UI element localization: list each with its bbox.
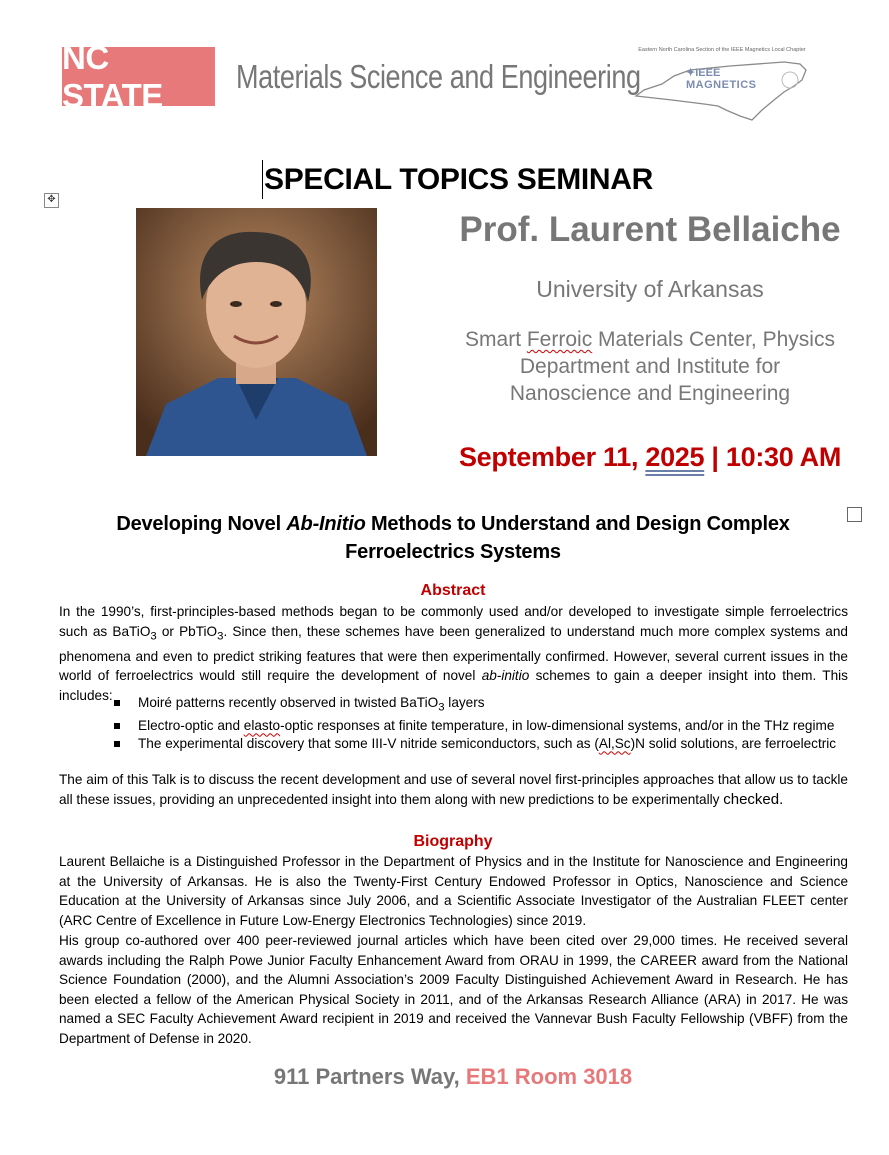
biography-paragraph-2: His group co-authored over 400 peer-reviewed journal articles which have been cited over 29,000 times. He received several awards including the Ralph Powe Junior Faculty Enhancement Award from ORAU in 1999, the CAREER award from the National Science Foundation (2000), and the Alumni Association’s 2009 Faculty Distinguished Achievement Award in Research. He has been elected a fellow of the American Physical Society in 2011, and of the Arkansas Research Alliance (ARA) in 2017. He was named a SEC Faculty Achievement Award recipient in 2019 and received the Vannevar Bush Faculty Fellowship (VBFF) from the Department of Defense in 2020. <box>59 933 848 1046</box>
abstract-bullet-list <box>114 694 874 753</box>
seminar-series-title: SPECIAL TOPICS SEMINAR <box>264 163 654 196</box>
speaker-university: University of Arkansas <box>536 276 764 302</box>
ieee-caption: Eastern North Carolina Section of the IEEE Magnetics Local Chapter <box>638 47 806 53</box>
spelling-flag[interactable]: Ferroic <box>526 328 593 351</box>
list-item: Moiré patterns recently observed in twisted BaTiO$_3$ layers <box>114 694 874 717</box>
ieee-magnetics-logo <box>634 46 810 124</box>
grammar-flag[interactable]: 2025 <box>645 442 705 472</box>
event-date-time: September 11, 2025 | 10:30 AM <box>458 442 842 472</box>
nc-state-logo <box>62 38 215 114</box>
table-move-handle-icon[interactable]: ✥ <box>44 193 59 208</box>
logo-text: NC STATE <box>62 38 163 114</box>
speaker-name: Prof. Laurent Bellaiche <box>459 210 841 249</box>
abstract-paragraph: In the 1990’s, first-principles-based methods began to be commonly used and/or developed to investigate simple ferroelectrics such as BaTiO$_3$ or PbTiO$_3$. Since then, these schemes have been generalized to understand much more complex systems and phenomena and even to predict striking features that were then experimentally confirmed. However, several current issues in the world of ferroelectrics would still require the development of novel ab-initio schemes to gain a deeper insight into them. This includes: <box>59 604 848 703</box>
text-box-handle[interactable] <box>847 507 862 522</box>
event-location: 911 Partners Way, EB1 Room 3018 <box>273 1064 633 1089</box>
list-item: Electro-optic and elasto-optic responses at finite temperature, in low-dimensional systems, and/or in the THz regime <box>114 717 874 735</box>
abstract-closing-paragraph: The aim of this Talk is to discuss the recent development and use of several novel first-principles approaches that allow us to tackle all these issues, providing an unprecedented insight into them along with new predictions to be experimentally checked. <box>59 772 848 808</box>
spelling-flag[interactable]: Al,Sc <box>598 735 631 751</box>
biography-paragraph-1: Laurent Bellaiche is a Distinguished Professor in the Department of Physics and in the Institute for Nanoscience and Engineering at the University of Arkansas. He is also the Twenty-First Century Endowed Professor in Optics, Nanoscience and Science Education at the University of Arkansas since July 2006, and a Scientific Associate Investigator of the Australian FLEET center (ARC Centre of Excellence in Future Low-Energy Electronics Technologies) since 2019. <box>59 854 848 928</box>
biography-heading: Biography <box>413 833 493 850</box>
talk-title: Developing Novel Ab-Initio Methods to Understand and Design Complex Ferroelectrics Systems <box>116 513 790 563</box>
list-item: The experimental discovery that some III-V nitride semiconductors, such as (Al,Sc)N solid solutions, are ferroelectric <box>114 735 874 753</box>
speaker-photo <box>136 208 377 456</box>
ieee-mark: ✦IEEE <box>686 67 721 79</box>
spelling-flag[interactable]: elasto <box>243 717 281 733</box>
text-cursor <box>262 160 263 199</box>
speaker-affiliation: Smart Ferroic Materials Center, Physics Department and Institute for Nanoscience and Engineering <box>465 328 835 405</box>
abstract-heading: Abstract <box>420 582 486 599</box>
department-name: Materials Science and Engineering <box>236 58 641 95</box>
ieee-magnetics-name: MAGNETICS <box>686 79 757 91</box>
